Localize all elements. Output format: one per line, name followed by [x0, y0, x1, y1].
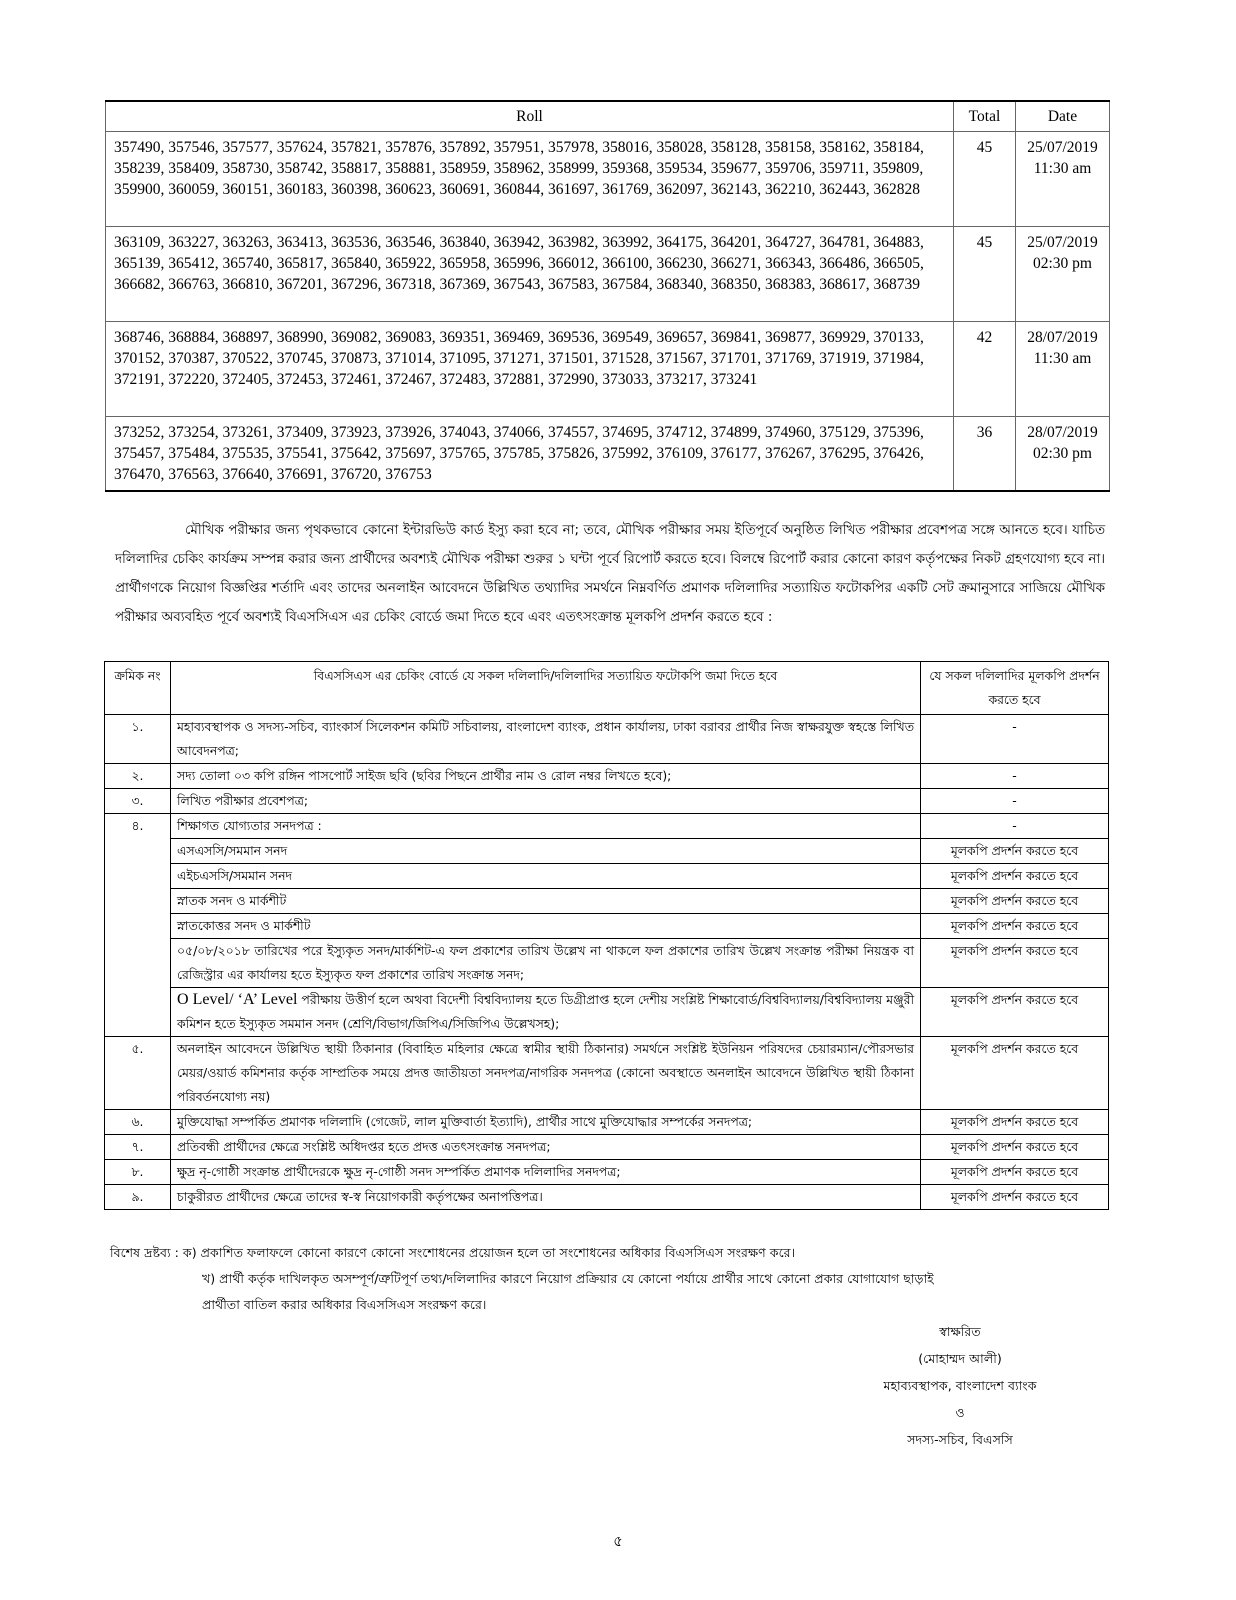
table-row [105, 889, 1109, 914]
row-document-latin: O Level/ ‘A’ Level [177, 991, 298, 1008]
table-row [106, 322, 1110, 417]
signatory-title-1: মহাব্যবস্থাপক, বাংলাদেশ ব্যাংক [883, 1378, 1037, 1393]
table-row [105, 1160, 1109, 1185]
roll-list: 373252, 373254, 373261, 373409, 373923, 373926, 374043, 374066, 374557, 374695, 374712, 374899, 374960, 375129, 375396, 375457, 375484, 375535, 375541, 375642, 375697, 375765, 375785, 375826, 375992, 376109, 376177, 376267, 376295, 376426, 376470, 376563, 376640, 376691, 376720, 376753 [106, 417, 954, 492]
row-document: শিক্ষাগত যোগ্যতার সনদপত্র : [171, 814, 921, 839]
row-original: মূলকপি প্রদর্শন করতে হবে [921, 889, 1109, 914]
note-b-continued: প্রার্থীতা বাতিল করার অধিকার বিএসসিএস সংরক্ষণ করে। [202, 1297, 487, 1312]
table-row [105, 988, 1109, 1037]
roll-date: 25/07/2019 [1027, 139, 1098, 156]
note-b: খ) প্রার্থী কর্তৃক দাখিলকৃত অসম্পূর্ণ/ত্রুটিপূর্ণ তথ্য/দলিলাদির কারণে নিয়োগ প্রক্রিয়ার যে কোনো পর্যায়ে প্রার্থীর সাথে কোনো প্রকার যোগাযোগ ছাড়াই [202, 1271, 934, 1286]
table-row [105, 1185, 1109, 1210]
row-document: চাকুরীরত প্রার্থীদের ক্ষেত্রে তাদের স্ব-স্ব নিয়োগকারী কর্তৃপক্ষের অনাপত্তিপত্র। [171, 1185, 921, 1210]
row-serial: ৪. [105, 814, 171, 1037]
row-original: - [921, 715, 1109, 764]
roll-time: 02:30 pm [1033, 445, 1092, 462]
roll-list: 363109, 363227, 363263, 363413, 363536, 363546, 363840, 363942, 363982, 363992, 364175, 364201, 364727, 364781, 364883, 365139, 365412, 365740, 365817, 365840, 365922, 365958, 365996, 366012, 366100, 366230, 366271, 366343, 366486, 366505, 366682, 366763, 366810, 367201, 367296, 367318, 367369, 367543, 367583, 367584, 368340, 368350, 368383, 368617, 368739 [106, 227, 954, 322]
roll-time: 11:30 am [1033, 350, 1092, 367]
row-document-cell [171, 988, 921, 1037]
roll-list: 357490, 357546, 357577, 357624, 357821, 357876, 357892, 357951, 357978, 358016, 358028, 358128, 358158, 358162, 358184, 358239, 358409, 358730, 358742, 358817, 358881, 358959, 358962, 358999, 359368, 359534, 359677, 359706, 359711, 359809, 359900, 360059, 360151, 360183, 360398, 360623, 360691, 360844, 361697, 361769, 362097, 362143, 362210, 362443, 362828 [106, 132, 954, 227]
table-row [105, 764, 1109, 789]
page-number: ৫ [613, 1532, 623, 1550]
roll-table-header [106, 101, 1110, 132]
table-row [105, 939, 1109, 988]
row-original: মূলকপি প্রদর্শন করতে হবে [921, 1135, 1109, 1160]
row-serial: ১. [105, 715, 171, 764]
header-date: Date [1016, 101, 1110, 132]
roll-time: 02:30 pm [1033, 255, 1092, 272]
row-original: মূলকপি প্রদর্শন করতে হবে [921, 914, 1109, 939]
roll-date-cell [1016, 417, 1110, 492]
signatory-and: ও [955, 1405, 965, 1420]
row-serial: ৮. [105, 1160, 171, 1185]
table-row [105, 1037, 1109, 1110]
row-original: মূলকপি প্রদর্শন করতে হবে [921, 1110, 1109, 1135]
header-total: Total [954, 101, 1016, 132]
roll-time: 11:30 am [1033, 160, 1092, 177]
table-row [106, 417, 1110, 492]
document-checklist-table [104, 661, 1109, 1210]
table-row [106, 227, 1110, 322]
signatory-title-2: সদস্য-সচিব, বিএসসি [907, 1432, 1013, 1447]
roll-list: 368746, 368884, 368897, 368990, 369082, 369083, 369351, 369469, 369536, 369549, 369657, 369841, 369877, 369929, 370133, 370152, 370387, 370522, 370745, 370873, 371014, 371095, 371271, 371501, 371528, 371567, 371701, 371769, 371919, 371984, 372191, 372220, 372405, 372453, 372461, 372467, 372483, 372881, 372990, 373033, 373217, 373241 [106, 322, 954, 417]
row-original: মূলকপি প্রদর্শন করতে হবে [921, 1160, 1109, 1185]
row-document: অনলাইন আবেদনে উল্লিখিত স্থায়ী ঠিকানার (বিবাহিত মহিলার ক্ষেত্রে স্বামীর স্থায়ী ঠিকানার) সমর্থনে সংশ্লিষ্ট ইউনিয়ন পরিষদের চেয়ারম্যান/পৌরসভার মেয়র/ওয়ার্ড কমিশনার কর্তৃক সাম্প্রতিক সময়ে প্রদত্ত জাতীয়তা সনদপত্র/নাগরিক সনদপত্র (কোনো অবস্থাতে অনলাইন আবেদনে উল্লিখিত স্থায়ী ঠিকানা পরিবর্তনযোগ্য নয়) [171, 1037, 921, 1110]
row-document: এইচএসসি/সমমান সনদ [171, 864, 921, 889]
row-document: এসএসসি/সমমান সনদ [171, 839, 921, 864]
header-original: যে সকল দলিলাদির মূলকপি প্রদর্শন করতে হবে [921, 662, 1109, 715]
row-original: মূলকপি প্রদর্শন করতে হবে [921, 1185, 1109, 1210]
row-original: মূলকপি প্রদর্শন করতে হবে [921, 864, 1109, 889]
table-row [105, 1110, 1109, 1135]
roll-total: 36 [954, 417, 1016, 492]
row-original: মূলকপি প্রদর্শন করতে হবে [921, 839, 1109, 864]
row-document: স্নাতকোত্তর সনদ ও মার্কশীট [171, 914, 921, 939]
row-document: সদ্য তোলা ০৩ কপি রঙ্গিন পাসপোর্ট সাইজ ছবি (ছবির পিছনে প্রার্থীর নাম ও রোল নম্বর লিখতে হবে); [171, 764, 921, 789]
row-document: ক্ষুদ্র নৃ-গোষ্ঠী সংক্রান্ত প্রার্থীদেরকে ক্ষুদ্র নৃ-গোষ্ঠী সনদ সম্পর্কিত প্রমাণক দলিলাদির সনদপত্র; [171, 1160, 921, 1185]
row-original: - [921, 814, 1109, 839]
special-notes [110, 1240, 1100, 1318]
roll-total: 42 [954, 322, 1016, 417]
roll-date-cell [1016, 132, 1110, 227]
header-document: বিএসসিএস এর চেকিং বোর্ডে যে সকল দলিলাদি/দলিলাদির সত্যায়িত ফটোকপি জমা দিতে হবে [171, 662, 921, 715]
row-document: পরীক্ষায় উত্তীর্ণ হলে অথবা বিদেশী বিশ্ববিদ্যালয় হতে ডিগ্রীপ্রাপ্ত হলে দেশীয় সংশ্লিষ্ট শিক্ষাবোর্ড/বিশ্ববিদ্যালয়/বিশ্ববিদ্যালয় মঞ্জুরী কমিশন হতে ইস্যুকৃত সমমান সনদ (শ্রেণি/বিভাগ/জিপিএ/সিজিপিএ উল্লেখসহ); [177, 992, 915, 1031]
roll-total: 45 [954, 227, 1016, 322]
table-row [105, 789, 1109, 814]
roll-date: 25/07/2019 [1027, 234, 1098, 251]
row-serial: ৩. [105, 789, 171, 814]
table-row [105, 914, 1109, 939]
row-document: স্নাতক সনদ ও মার্কশীট [171, 889, 921, 914]
instructions-paragraph: মৌখিক পরীক্ষার জন্য পৃথকভাবে কোনো ইন্টারভিউ কার্ড ইস্যু করা হবে না; তবে, মৌখিক পরীক্ষার সময় ইতিপূর্বে অনুষ্ঠিত লিখিত পরীক্ষার প্রবেশপত্র সঙ্গে আনতে হবে। যাচিত দলিলাদির চেকিং কার্যক্রম সম্পন্ন করার জন্য প্রার্থীদের অবশ্যই মৌখিক পরীক্ষা শুরুর ১ ঘন্টা পূর্বে রিপোর্ট করতে হবে। বিলম্বে রিপোর্ট করার কোনো কারণ কর্তৃপক্ষের নিকট গ্রহণযোগ্য হবে না। প্রার্থীগণকে নিয়োগ বিজ্ঞপ্তির শর্তাদি এবং তাদের অনলাইন আবেদনে উল্লিখিত তথ্যাদির সমর্থনে নিম্নবর্ণিত প্রমাণক দলিলাদির সত্যায়িত ফটোকপির একটি সেট ক্রমানুসারে সাজিয়ে মৌখিক পরীক্ষার অব্যবহিত পূর্বে অবশ্যই বিএসসিএস এর চেকিং বোর্ডে জমা দিতে হবে এবং এতৎসংক্রান্ত মূলকপি প্রদর্শন করতে হবে : [115, 523, 1105, 625]
header-serial: ক্রমিক নং [105, 662, 171, 715]
row-original: - [921, 764, 1109, 789]
row-serial: ৬. [105, 1110, 171, 1135]
roll-date: 28/07/2019 [1027, 329, 1098, 346]
table-row [105, 715, 1109, 764]
table-row [105, 814, 1109, 839]
roll-date: 28/07/2019 [1027, 424, 1098, 441]
signed-label: স্বাক্ষরিত [939, 1324, 981, 1339]
table-row [105, 864, 1109, 889]
row-document: প্রতিবন্ধী প্রার্থীদের ক্ষেত্রে সংশ্লিষ্ট অধিদপ্তর হতে প্রদত্ত এতৎসংক্রান্ত সনদপত্র; [171, 1135, 921, 1160]
row-serial: ৫. [105, 1037, 171, 1110]
row-original: মূলকপি প্রদর্শন করতে হবে [921, 939, 1109, 988]
row-original: মূলকপি প্রদর্শন করতে হবে [921, 988, 1109, 1037]
signature-block [860, 1318, 1060, 1453]
table-row [106, 132, 1110, 227]
note-a-line [110, 1240, 1100, 1266]
row-serial: ৭. [105, 1135, 171, 1160]
row-document: মহাব্যবস্থাপক ও সদস্য-সচিব, ব্যাংকার্স সিলেকশন কমিটি সচিবালয়, বাংলাদেশ ব্যাংক, প্রধান কার্যালয়, ঢাকা বরাবর প্রার্থীর নিজ স্বাক্ষরযুক্ত স্বহস্তে লিখিত আবেদনপত্র; [171, 715, 921, 764]
table-row [105, 1135, 1109, 1160]
notes-label: বিশেষ দ্রষ্টব্য : [110, 1245, 179, 1260]
roll-total: 45 [954, 132, 1016, 227]
row-original: মূলকপি প্রদর্শন করতে হবে [921, 1037, 1109, 1110]
signatory-name: (মোহাম্মদ আলী) [918, 1351, 1002, 1366]
table-row [105, 839, 1109, 864]
row-document: লিখিত পরীক্ষার প্রবেশপত্র; [171, 789, 921, 814]
roll-date-cell [1016, 322, 1110, 417]
doc-table-header [105, 662, 1109, 715]
note-a: ক) প্রকাশিত ফলাফলে কোনো কারণে কোনো সংশোধনের প্রয়োজন হলে তা সংশোধনের অধিকার বিএসসিএস সংরক্ষণ করে। [182, 1245, 796, 1260]
roll-date-cell [1016, 227, 1110, 322]
row-original: - [921, 789, 1109, 814]
header-roll: Roll [106, 101, 954, 132]
row-document: ০৫/০৮/২০১৮ তারিখের পরে ইস্যুকৃত সনদ/মার্কশিট-এ ফল প্রকাশের তারিখ উল্লেখ না থাকলে ফল প্রকাশের তারিখ উল্লেখ সংক্রান্ত পরীক্ষা নিয়ন্ত্রক বা রেজিস্ট্রার এর কার্যালয় হতে ইস্যুকৃত ফল প্রকাশের তারিখ সংক্রান্ত সনদ; [171, 939, 921, 988]
row-document: মুক্তিযোদ্ধা সম্পর্কিত প্রমাণক দলিলাদি (গেজেট, লাল মুক্তিবার্তা ইত্যাদি), প্রার্থীর সাথে মুক্তিযোদ্ধার সম্পর্কের সনদপত্র; [171, 1110, 921, 1135]
row-serial: ২. [105, 764, 171, 789]
roll-schedule-table [105, 100, 1110, 492]
row-serial: ৯. [105, 1185, 171, 1210]
